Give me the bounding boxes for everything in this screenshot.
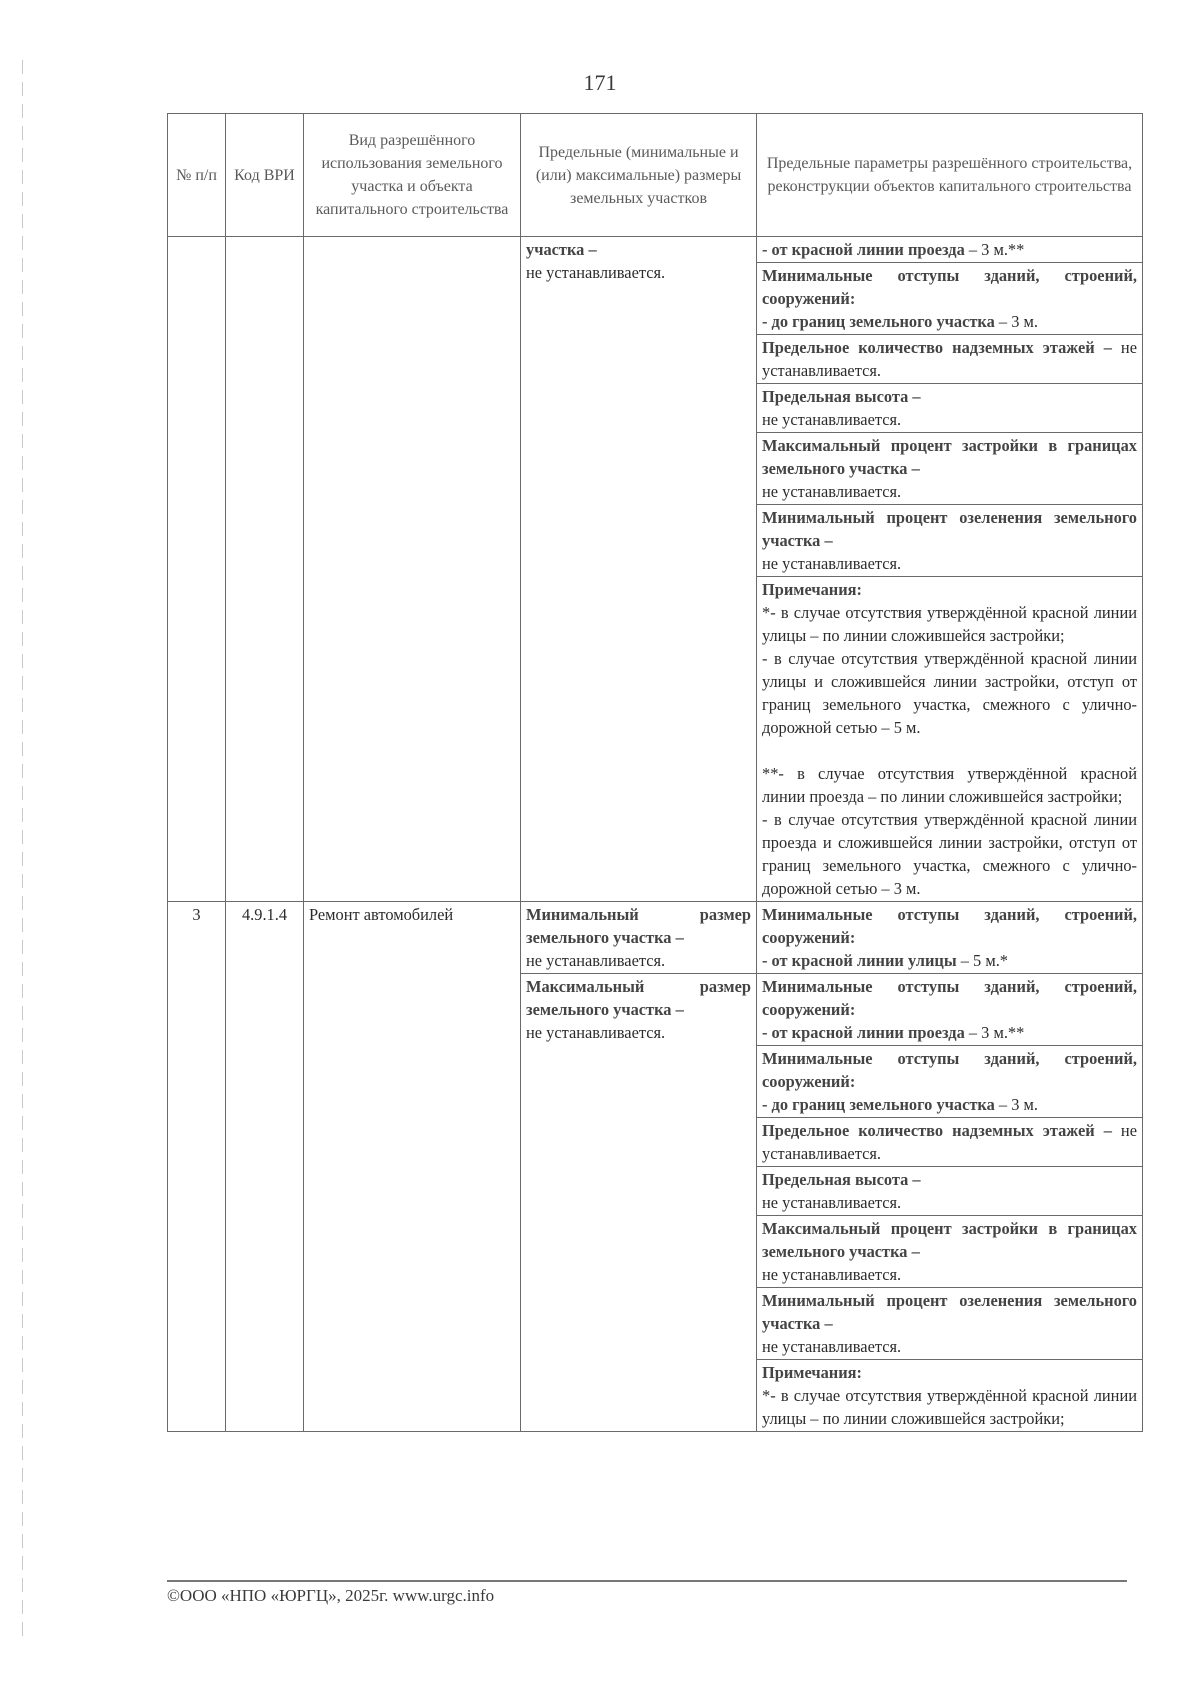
header-num: № п/п bbox=[168, 114, 226, 237]
table-row bbox=[168, 237, 1143, 263]
param-label: Предельное количество надземных этажей – bbox=[762, 1121, 1112, 1140]
table-row bbox=[168, 902, 1143, 974]
param-label: Предельная высота – bbox=[762, 1170, 921, 1189]
cell-plot-min bbox=[521, 902, 757, 974]
note-paragraph: *- в случае отсутствия утверждённой красной линии улицы – по линии сложившейся застройки; bbox=[762, 1386, 1137, 1428]
param-label: Предельное количество надземных этажей – bbox=[762, 338, 1112, 357]
header-plot-size: Предельные (минимальные и (или) максимальные) размеры земельных участков bbox=[521, 114, 757, 237]
param-cell bbox=[757, 974, 1143, 1046]
param-label: Предельная высота – bbox=[762, 387, 921, 406]
param-cell bbox=[757, 902, 1143, 974]
param-cell bbox=[757, 384, 1143, 433]
param-value: – 3 м. bbox=[994, 1095, 1038, 1114]
param-value: не устанавливается. bbox=[762, 1337, 902, 1356]
param-sublabel: - до границ земельного участка bbox=[762, 312, 995, 331]
param-value: не устанавливается. bbox=[762, 1121, 1137, 1163]
cell-use: Ремонт автомобилей bbox=[304, 902, 521, 1432]
notes-cell bbox=[757, 1360, 1143, 1432]
param-value: не устанавливается. bbox=[762, 338, 1137, 380]
param-cell bbox=[757, 1167, 1143, 1216]
cell-use-continued bbox=[304, 237, 521, 902]
zoning-table bbox=[167, 113, 1143, 1432]
note-paragraph: - в случае отсутствия утверждённой красной линии проезда и сложившейся линии застройки, отступ от границ земельного участка, смежного с улично-дорожной сетью – 3 м. bbox=[762, 810, 1137, 898]
param-cell bbox=[757, 335, 1143, 384]
footer-divider bbox=[167, 1580, 1127, 1582]
notes-cell bbox=[757, 577, 1143, 902]
param-value: – 3 м.** bbox=[964, 240, 1025, 259]
param-cell bbox=[757, 263, 1143, 335]
param-value: не устанавливается. bbox=[762, 1265, 902, 1284]
param-value: не устанавливается. bbox=[762, 482, 902, 501]
cell-num: 3 bbox=[168, 902, 226, 1432]
param-cell bbox=[757, 1118, 1143, 1167]
param-label: Минимальные отступы зданий, строений, сооружений: bbox=[762, 977, 1137, 1019]
scan-edge bbox=[22, 60, 23, 1640]
notes-title: Примечания: bbox=[762, 1363, 862, 1382]
page-number: 171 bbox=[583, 70, 617, 95]
param-label: Минимальный процент озеленения земельного участка – bbox=[762, 508, 1137, 550]
cell-num-continued bbox=[168, 237, 226, 902]
plot-label: участка – bbox=[526, 240, 597, 259]
cell-code-continued bbox=[226, 237, 304, 902]
plot-min-value: не устанавливается. bbox=[526, 951, 666, 970]
param-label: Минимальные отступы зданий, строений, сооружений: bbox=[762, 1049, 1137, 1091]
notes-title: Примечания: bbox=[762, 580, 862, 599]
param-label: Минимальные отступы зданий, строений, сооружений: bbox=[762, 266, 1137, 308]
param-value: не устанавливается. bbox=[762, 410, 902, 429]
param-cell bbox=[757, 1216, 1143, 1288]
param-label: Максимальный процент застройки в границах земельного участка – bbox=[762, 436, 1137, 478]
param-cell bbox=[757, 1288, 1143, 1360]
param-sublabel: - от красной линии проезда bbox=[762, 1023, 965, 1042]
header-code: Код ВРИ bbox=[226, 114, 304, 237]
plot-min-label: Минимальный размер земельного участка – bbox=[526, 905, 751, 947]
param-label: Минимальные отступы зданий, строений, сооружений: bbox=[762, 905, 1137, 947]
plot-max-value: не устанавливается. bbox=[526, 1023, 666, 1042]
param-cell bbox=[757, 237, 1143, 263]
param-label: Максимальный процент застройки в границах земельного участка – bbox=[762, 1219, 1137, 1261]
header-params: Предельные параметры разрешённого строительства, реконструкции объектов капитального строительства bbox=[757, 114, 1143, 237]
cell-plot-continued bbox=[521, 237, 757, 902]
note-paragraph: **- в случае отсутствия утверждённой красной линии проезда – по линии сложившейся застройки; bbox=[762, 764, 1137, 806]
plot-value: не устанавливается. bbox=[526, 263, 666, 282]
cell-code: 4.9.1.4 bbox=[226, 902, 304, 1432]
table-header-row bbox=[168, 114, 1143, 237]
param-cell bbox=[757, 505, 1143, 577]
footer-copyright: ©ООО «НПО «ЮРГЦ», 2025г. www.urgc.info bbox=[167, 1586, 495, 1605]
param-value: не устанавливается. bbox=[762, 554, 902, 573]
param-value: не устанавливается. bbox=[762, 1193, 902, 1212]
param-value: – 5 м.* bbox=[956, 951, 1008, 970]
param-sublabel: - до границ земельного участка bbox=[762, 1095, 995, 1114]
param-value: – 3 м.** bbox=[964, 1023, 1025, 1042]
param-label: - от красной линии проезда bbox=[762, 240, 965, 259]
header-use: Вид разрешённого использования земельного участка и объекта капитального строительства bbox=[304, 114, 521, 237]
plot-max-label: Максимальный размер земельного участка – bbox=[526, 977, 751, 1019]
param-sublabel: - от красной линии улицы bbox=[762, 951, 957, 970]
param-cell bbox=[757, 1046, 1143, 1118]
note-paragraph: *- в случае отсутствия утверждённой красной линии улицы – по линии сложившейся застройки; bbox=[762, 603, 1137, 645]
param-label: Минимальный процент озеленения земельного участка – bbox=[762, 1291, 1137, 1333]
note-paragraph: - в случае отсутствия утверждённой красной линии улицы и сложившейся линии застройки, отступ от границ земельного участка, смежного с улично-дорожной сетью – 5 м. bbox=[762, 649, 1137, 737]
cell-plot-max bbox=[521, 974, 757, 1432]
param-value: – 3 м. bbox=[994, 312, 1038, 331]
param-cell bbox=[757, 433, 1143, 505]
